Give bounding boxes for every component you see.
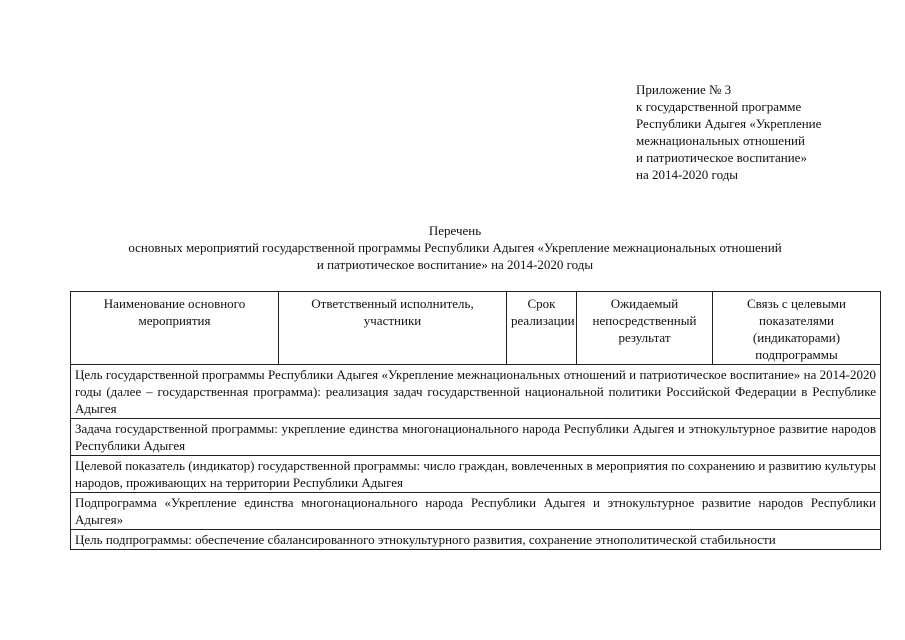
subprogram-goal-cell: Цель подпрограммы: обеспечение сбалансированного этнокультурного развития, сохранение этнополитической стабильности [71,530,881,550]
program-goal-cell: Цель государственной программы Республики Адыгея «Укрепление межнациональных отношений и патриотическое воспитание» на 2014-2020 годы (далее – государственная программа): реализация задач государственной национальной политики Российской Федерации в Республике Адыгея [71,365,881,419]
appendix-line: межнациональных отношений [636,133,805,148]
appendix-line: на 2014-2020 годы [636,167,739,182]
table-row [71,456,881,493]
table-row [71,419,881,456]
header-responsible: Ответственный исполнитель, участники [279,292,507,365]
header-expected-result: Ожидаемый непосредственный результат [577,292,713,365]
document-title [60,222,850,273]
title-line-1: основных мероприятий государственной программы Республики Адыгея «Укрепление межнациональных отношений [128,240,782,255]
appendix-note [636,81,886,183]
header-indicators-link: Связь с целевыми показателями (индикаторами) подпрограммы [713,292,881,365]
subprogram-cell: Подпрограмма «Укрепление единства многонационального народа Республики Адыгея и этнокультурное развитие народов Республики Адыгея» [71,493,881,530]
title-line-2: и патриотическое воспитание» на 2014-2020 годы [316,257,594,272]
appendix-line: и патриотическое воспитание» [636,150,807,165]
appendix-line: к государственной программе [636,99,802,114]
appendix-line: Республики Адыгея «Укрепление [636,116,822,131]
program-indicator-cell: Целевой показатель (индикатор) государственной программы: число граждан, вовлеченных в мероприятия по сохранению и развитию культуры народов, проживающих на территории Республики Адыгея [71,456,881,493]
program-task-cell: Задача государственной программы: укрепление единства многонационального народа Республики Адыгея и этнокультурное развитие народов Республики Адыгея [71,419,881,456]
table-row [71,530,881,550]
header-term: Срок реализации [507,292,577,365]
header-measure-name: Наименование основного мероприятия [71,292,279,365]
table-row [71,365,881,419]
measures-table [70,291,881,550]
table-row [71,493,881,530]
appendix-line: Приложение № 3 [636,82,732,97]
title-heading: Перечень [428,223,482,238]
table-header-row [71,292,881,365]
